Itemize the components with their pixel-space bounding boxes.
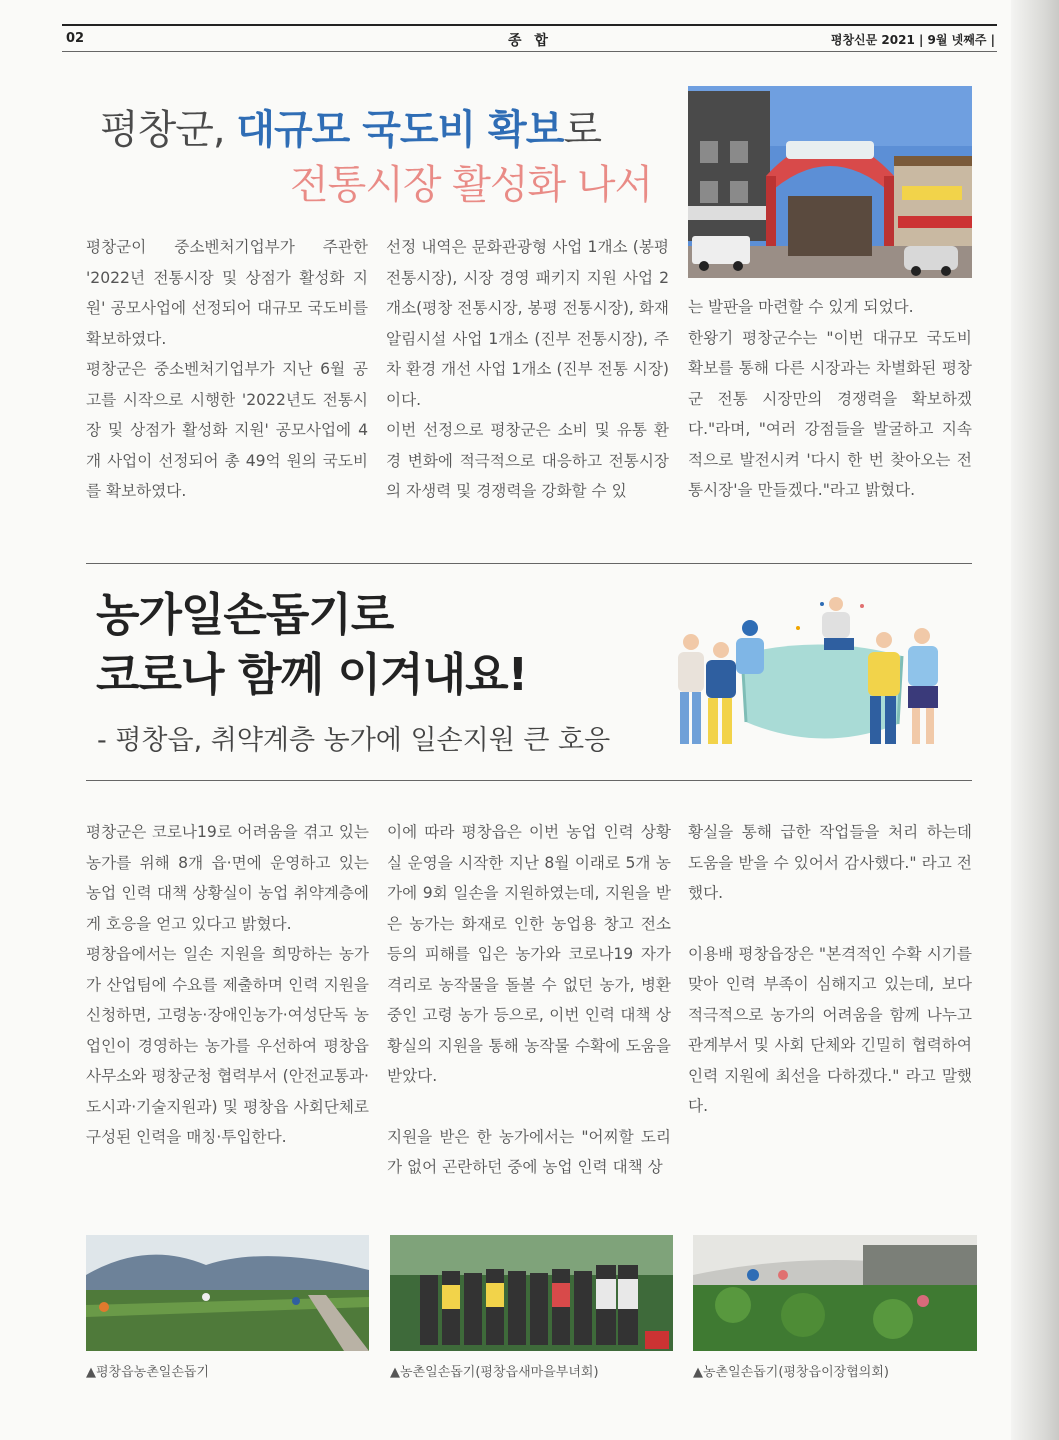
- greenhouse-work-photo: [693, 1235, 977, 1351]
- paragraph: 는 발판을 마련할 수 있게 되었다.: [688, 298, 914, 316]
- photo-caption: ▲농촌일손돕기(평창읍이장협의회): [693, 1365, 889, 1380]
- article1-headline: 평창군, 대규모 국도비 확보로: [100, 107, 601, 153]
- article2-column-3: [688, 817, 972, 1122]
- paragraph: 한왕기 평창군수는 "이번 대규모 국도비 확보를 통해 다른 시장과는 차별화된 평창군 전통 시장만의 경쟁력을 확보하겠다."라며, "여러 강점들을 발굴하고 지속적으로 발전시켜 '다시 한 번 찾아오는 전통시장'을 만들겠다."라고 밝혔다.: [688, 328, 972, 499]
- article-divider-2: [86, 780, 972, 781]
- paragraph: 평창군은 코로나19로 어려움을 겪고 있는 농가를 위해 8개 읍·면에 운영하고 있는 농업 인력 대책 상황실이 농업 취약계층에게 호응을 얻고 있다고 밝혔다.: [86, 823, 369, 933]
- article2-subtitle: - 평창읍, 취약계층 농가에 일손지원 큰 호응: [97, 725, 611, 756]
- paragraph: 이번 선정으로 평창군은 소비 및 유통 환경 변화에 적극적으로 대응하고 전통시장의 자생력 및 경쟁력을 강화할 수 있: [386, 421, 669, 500]
- article1-headline-line2: 전통시장 활성화 나서: [290, 162, 653, 208]
- paragraph: 평창군이 중소벤처기업부가 주관한 '2022년 전통시장 및 상점가 활성화 지원' 공모사업에 선정되어 대규모 국도비를 확보하였다.: [86, 238, 368, 348]
- header-rule: [62, 24, 997, 26]
- article2-title: 농가일손돕기로 코로나 함께 이겨내요!: [96, 588, 528, 701]
- article1-column-3: [688, 292, 972, 506]
- photo-caption: ▲농촌일손돕기(평창읍새마을부녀회): [390, 1365, 599, 1380]
- people-with-mask-illustration: [672, 594, 952, 750]
- section-title: 종 합: [508, 33, 552, 49]
- article1-column-2: [386, 232, 669, 507]
- volunteer-group-photo: [390, 1235, 673, 1351]
- article1-column-1: [86, 232, 368, 507]
- paragraph: 평창군은 중소벤처기업부가 지난 6월 공고를 시작으로 시행한 '2022년도 전통시장 및 상점가 활성화 지원' 공모사업에 4개 사업이 선정되어 총 49억 원의 국도비를 확보하였다.: [86, 360, 368, 500]
- paragraph: 황실을 통해 급한 작업들을 처리 하는데 도움을 받을 수 있어서 감사했다." 라고 전했다.: [688, 823, 972, 902]
- farm-field-photo: [86, 1235, 369, 1351]
- article2-column-2: [387, 817, 671, 1183]
- article-divider: [86, 563, 972, 564]
- paragraph: 평창읍에서는 일손 지원을 희망하는 농가가 산업팀에 수요를 제출하며 인력 지원을 신청하면, 고령농·장애인농가·여성단독 농업인이 경영하는 농가를 우선하여 평창읍사무소와 평창군청 협력부서 (안전교통과·도시과·기술지원과) 및 평창읍 사회단체로 구성된 인력을 매칭·투입한다.: [86, 945, 369, 1146]
- photo-caption: ▲평창읍농촌일손돕기: [86, 1365, 210, 1380]
- header-rule-bottom: [62, 51, 997, 52]
- paragraph: 이에 따라 평창읍은 이번 농업 인력 상황실 운영을 시작한 지난 8월 이래로 5개 농가에 9회 일손을 지원하였는데, 지원을 받은 농가는 화재로 인한 농업용 창고 전소 등의 피해를 입은 농가와 코로나19 자가 격리로 농작물을 돌볼 수 없던 농가, 병환 중인 고령 농가 등으로, 이번 인력 대책 상황실의 지원을 통해 농작물 수확에 도움을 받았다.: [387, 823, 671, 1085]
- paragraph: 선정 내역은 문화관광형 사업 1개소 (봉평전통시장), 시장 경영 패키지 지원 사업 2개소(평창 전통시장, 봉평 전통시장), 화재 알림시설 사업 1개소 (진부 전통시장), 주차 환경 개선 사업 1개소 (진부 전통 시장)이다.: [386, 238, 669, 409]
- issue-info: 평창신문 2021 | 9월 넷째주 |: [830, 33, 995, 47]
- market-photo: [688, 86, 972, 278]
- article2-column-1: [86, 817, 369, 1153]
- paragraph: 이용배 평창읍장은 "본격적인 수확 시기를 맞아 인력 부족이 심해지고 있는데, 보다 적극적으로 농가의 어려움을 함께 나누고 관계부서 및 사회 단체와 긴밀히 협력하여 인력 지원에 최선을 다하겠다." 라고 말했다.: [688, 944, 972, 1115]
- paragraph: 지원을 받은 한 농가에서는 "어찌할 도리가 없어 곤란하던 중에 농업 인력 대책 상: [387, 1127, 671, 1176]
- page-binding-shadow: [1011, 0, 1059, 1440]
- page-number: 02: [66, 31, 85, 46]
